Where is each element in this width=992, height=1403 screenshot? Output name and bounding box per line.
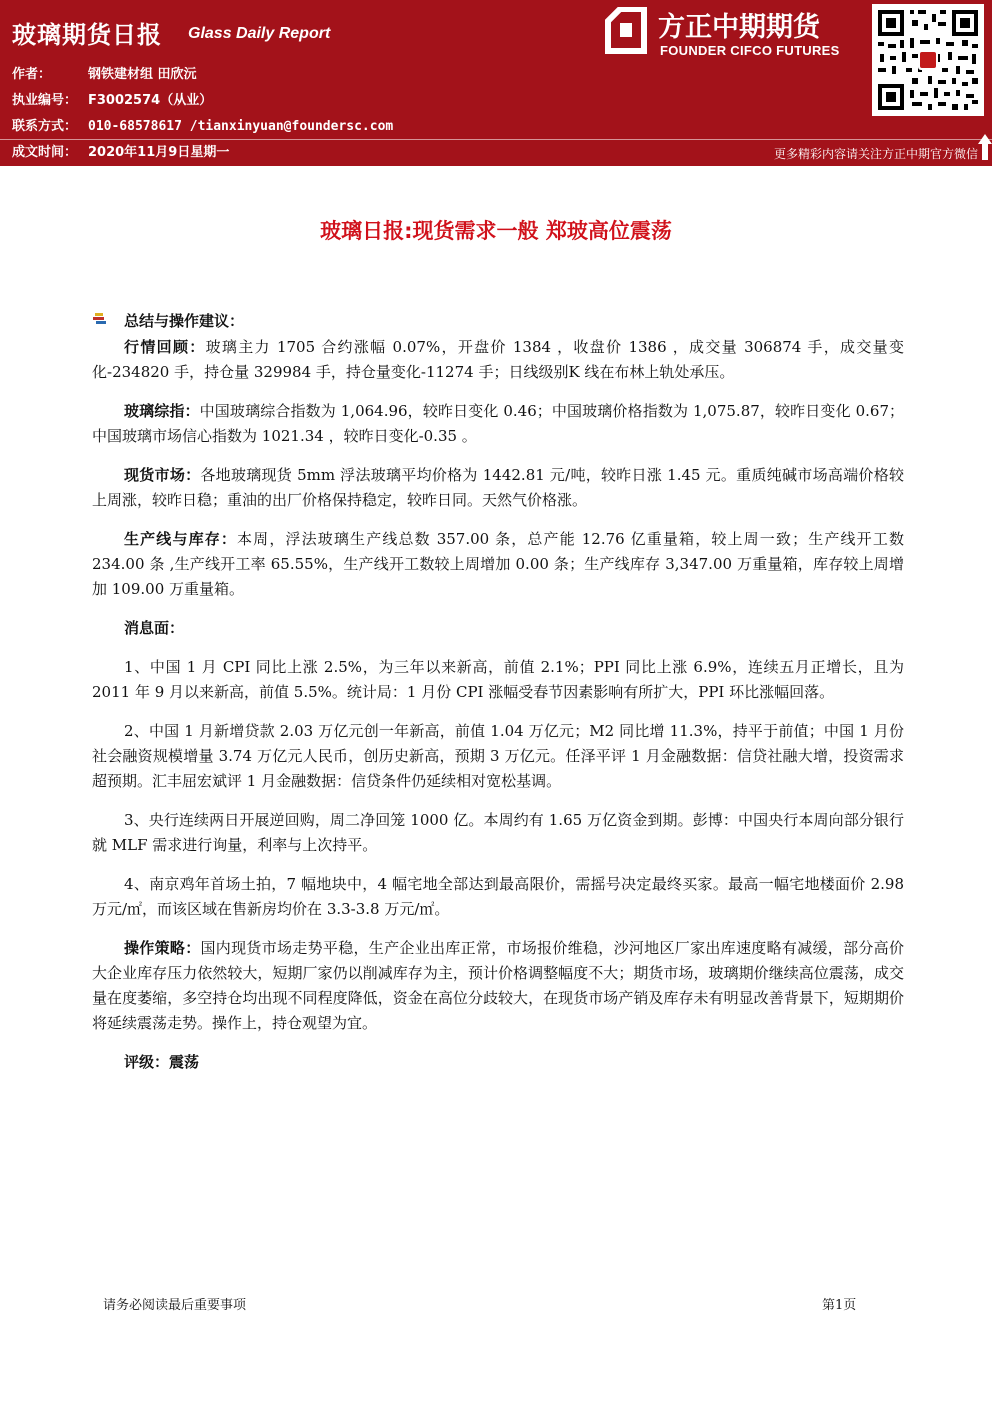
footer-disclaimer-note: 请务必阅读最后重要事项 — [103, 1298, 247, 1313]
meta-label: 成文时间： — [12, 145, 78, 160]
paragraph-rating — [92, 1050, 904, 1075]
founder-logo-icon — [604, 7, 648, 55]
report-body — [92, 310, 904, 1089]
brand-name-cn: 方正中期期货 — [658, 12, 820, 43]
paragraph-production-inventory — [92, 527, 904, 602]
rating-label: 评级： — [124, 1053, 170, 1071]
meta-label: 执业编号： — [12, 93, 78, 108]
meta-value: F3002574（从业） — [88, 93, 213, 108]
qr-code-icon — [872, 4, 984, 116]
news-item: 4、南京鸡年首场土拍，7 幅地块中，4 幅宅地全部达到最高限价，需摇号决定最终买家。最高一幅宅地楼面价 2.98 万元/㎡，而该区域在售新房均价在 3.3-3.8 万元/㎡。 — [92, 875, 904, 918]
paragraph-head: 玻璃综指： — [124, 402, 200, 420]
news-item: 2、中国 1 月新增贷款 2.03 万亿元创一年新高，前值 1.04 万亿元；M2 同比增 11.3%，持平于前值；中国 1 月份社会融资规模增量 3.74 万亿元人民币，创历史新高，预期 3 万亿元。任泽平评 1 月金融数据：信贷社融大增，投资需求超预期。汇丰屈宏斌评 1 月金融数据：信贷条件仍延续相对宽松基调。 — [92, 722, 904, 790]
paragraph-text: 玻璃主力 1705 合约涨幅 0.07%，开盘价 1384 ，收盘价 1386 ，成交量 306874 手，成交量变化-234820 手，持仓量 329984 手，持仓量变化-11274 手；日线级别K 线在布林上轨处承压。 — [92, 338, 904, 381]
paragraph-glass-index — [92, 399, 904, 449]
meta-value: 010-68578617 /tianxinyuan@foundersc.com — [88, 119, 394, 134]
meta-author — [12, 63, 197, 82]
meta-value: 钢铁建材组 田欣沅 — [88, 67, 197, 82]
meta-label: 作者： — [12, 67, 52, 82]
paragraph-head: 行情回顾： — [124, 338, 206, 356]
report-title-cn: 玻璃期货日报 — [12, 21, 162, 49]
news-heading: 消息面： — [124, 619, 185, 637]
report-header — [0, 0, 992, 166]
paragraph-head: 操作策略： — [124, 939, 201, 957]
book-bullet-icon — [92, 312, 108, 326]
follow-wechat-text: 更多精彩内容请关注方正中期官方微信 — [773, 147, 978, 161]
paragraph-text: 国内现货市场走势平稳，生产企业出库正常，市场报价维稳，沙河地区厂家出库速度略有减缓，部分高价大企业库存压力依然较大，短期厂家仍以削减库存为主，预计价格调整幅度不大；期货市场，玻璃期价继续高位震荡，成交量在度萎缩，多空持仓均出现不同程度降低，资金在高位分歧较大，在现货市场产销及库存未有明显改善背景下，短期期价将延续震荡走势。操作上，持仓观望为宜。 — [92, 939, 904, 1032]
meta-license — [12, 89, 212, 108]
paragraph-text: 本周，浮法玻璃生产线总数 357.00 条，总产能 12.76 亿重量箱，较上周一致；生产线开工数 234.00 条 ,生产线开工率 65.55%，生产线开工数较上周增加 0.00 条；生产线库存 3,347.00 万重量箱，库存较上周增加 109.00 万重量箱。 — [92, 530, 904, 598]
paragraph-market-review — [92, 335, 904, 385]
paragraph-strategy — [92, 936, 904, 1036]
paragraph-text: 各地玻璃现货 5mm 浮法玻璃平均价格为 1442.81 元/吨，较昨日涨 1.45 元。重质纯碱市场高端价格较上周涨，较昨日稳；重油的出厂价格保持稳定，较昨日同。天然气价格涨。 — [92, 466, 904, 509]
paragraph-head: 生产线与库存： — [124, 530, 238, 548]
paragraph-text: 中国玻璃综合指数为 1,064.96，较昨日变化 0.46；中国玻璃价格指数为 1,075.87，较昨日变化 0.67；中国玻璃市场信心指数为 1021.34 ，较昨日变化-0.35 。 — [92, 402, 904, 445]
paragraph-spot-market — [92, 463, 904, 513]
meta-value: 2020年11月9日星期一 — [88, 145, 230, 160]
report-title-en: Glass Daily Report — [188, 25, 331, 42]
news-item: 1、中国 1 月 CPI 同比上涨 2.5%，为三年以来新高，前值 2.1%；PPI 同比上涨 6.9%，连续五月正增长，且为 2011 年 9 月以来新高，前值 5.5%。统计局：1 月份 CPI 涨幅受春节因素影响有所扩大，PPI 环比涨幅回落。 — [92, 658, 904, 701]
summary-heading-text: 总结与操作建议： — [124, 312, 245, 330]
news-item: 3、央行连续两日开展逆回购，周二净回笼 1000 亿。本周约有 1.65 万亿资金到期。彭博：中国央行本周向部分银行就 MLF 需求进行询量，利率与上次持平。 — [92, 811, 904, 854]
summary-heading — [92, 310, 904, 331]
meta-contact — [12, 115, 393, 134]
brand-logo — [604, 5, 860, 65]
header-divider — [0, 139, 992, 140]
page-number: 第1页 — [822, 1298, 857, 1313]
meta-date — [12, 141, 229, 160]
rating-value: 震荡 — [169, 1053, 200, 1071]
page-title: 玻璃日报:现货需求一般 郑玻高位震荡 — [320, 219, 672, 243]
arrow-up-icon — [978, 134, 992, 160]
meta-label: 联系方式： — [12, 119, 78, 134]
brand-name-en: FOUNDER CIFCO FUTURES — [660, 43, 840, 58]
wechat-qr-code[interactable] — [872, 4, 984, 116]
paragraph-head: 现货市场： — [124, 466, 201, 484]
